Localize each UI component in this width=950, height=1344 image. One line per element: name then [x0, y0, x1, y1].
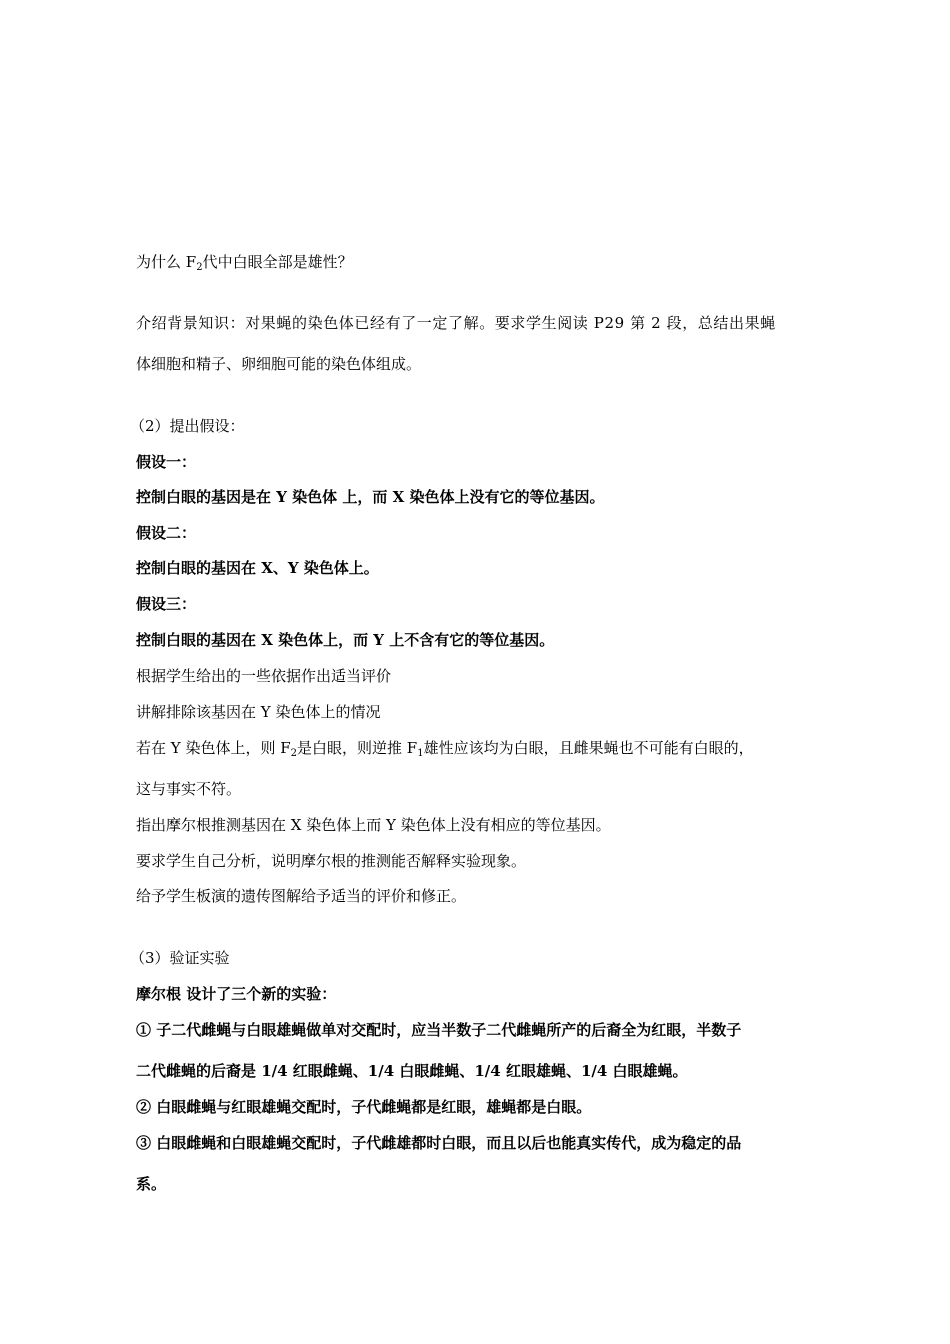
reasoning-text-c: 雄性应该均为白眼，且雌果蝇也不可能有白眼的，	[423, 739, 754, 757]
point-line-1: 指出摩尔根推测基因在 X 染色体上而 Y 染色体上没有相应的等位基因。	[136, 816, 611, 834]
hypothesis-heading: （2）提出假设：	[130, 417, 245, 435]
hypothesis-1-title: 假设一：	[136, 453, 197, 471]
experiment-1-line-2: 二代雌蝇的后裔是 1/4 红眼雌蝇、1/4 白眼雌蝇、1/4 红眼雄蝇、1/4 白眼雄蝇。	[136, 1062, 688, 1080]
point-line-2: 要求学生自己分析，说明摩尔根的推测能否解释实验现象。	[136, 852, 527, 870]
question-subscript: 2	[196, 262, 203, 273]
experiment-3-line-1: ③ 白眼雌蝇和白眼雄蝇交配时，子代雌雄都时白眼，而且以后也能真实传代，成为稳定的品	[136, 1134, 742, 1152]
question-text-b: 代中白眼全部是雄性？	[202, 253, 353, 271]
explain-line: 讲解排除该基因在 Y 染色体上的情况	[136, 703, 381, 721]
reasoning-line-2: 这与事实不符。	[136, 780, 242, 798]
reasoning-line-1	[136, 738, 754, 758]
hypothesis-2-text: 控制白眼的基因在 X、Y 染色体上。	[136, 559, 379, 577]
question-line	[136, 252, 353, 272]
reasoning-subscript-1: 2	[290, 748, 297, 759]
reasoning-text-a: 若在 Y 染色体上，则 F	[136, 739, 291, 757]
experiment-2-line: ② 白眼雌蝇与红眼雄蝇交配时，子代雌蝇都是红眼，雄蝇都是白眼。	[136, 1098, 592, 1116]
reasoning-subscript-2: 1	[417, 748, 424, 759]
question-text-a: 为什么 F	[136, 253, 197, 271]
evaluation-line: 根据学生给出的一些依据作出适当评价	[136, 667, 392, 685]
background-line-2: 体细胞和精子、卵细胞可能的染色体组成。	[136, 355, 422, 373]
experiment-3-line-2: 系。	[136, 1175, 167, 1193]
verify-intro: 摩尔根 设计了三个新的实验：	[136, 985, 337, 1003]
hypothesis-1-text: 控制白眼的基因是在 Y 染色体 上，而 X 染色体上没有它的等位基因。	[136, 488, 605, 506]
hypothesis-3-title: 假设三：	[136, 595, 197, 613]
experiment-1-line-1: ① 子二代雌蝇与白眼雄蝇做单对交配时，应当半数子二代雌蝇所产的后裔全为红眼，半数子	[136, 1021, 742, 1039]
point-line-3: 给予学生板演的遗传图解给予适当的评价和修正。	[136, 887, 467, 905]
reasoning-text-b: 是白眼，则逆推 F	[297, 739, 418, 757]
background-line-1: 介绍背景知识：对果蝇的染色体已经有了一定了解。要求学生阅读 P29 第 2 段，总结出果蝇	[136, 314, 776, 332]
verify-heading: （3）验证实验	[130, 949, 230, 967]
hypothesis-2-title: 假设二：	[136, 524, 197, 542]
hypothesis-3-text: 控制白眼的基因在 X 染色体上，而 Y 上不含有它的等位基因。	[136, 631, 555, 649]
